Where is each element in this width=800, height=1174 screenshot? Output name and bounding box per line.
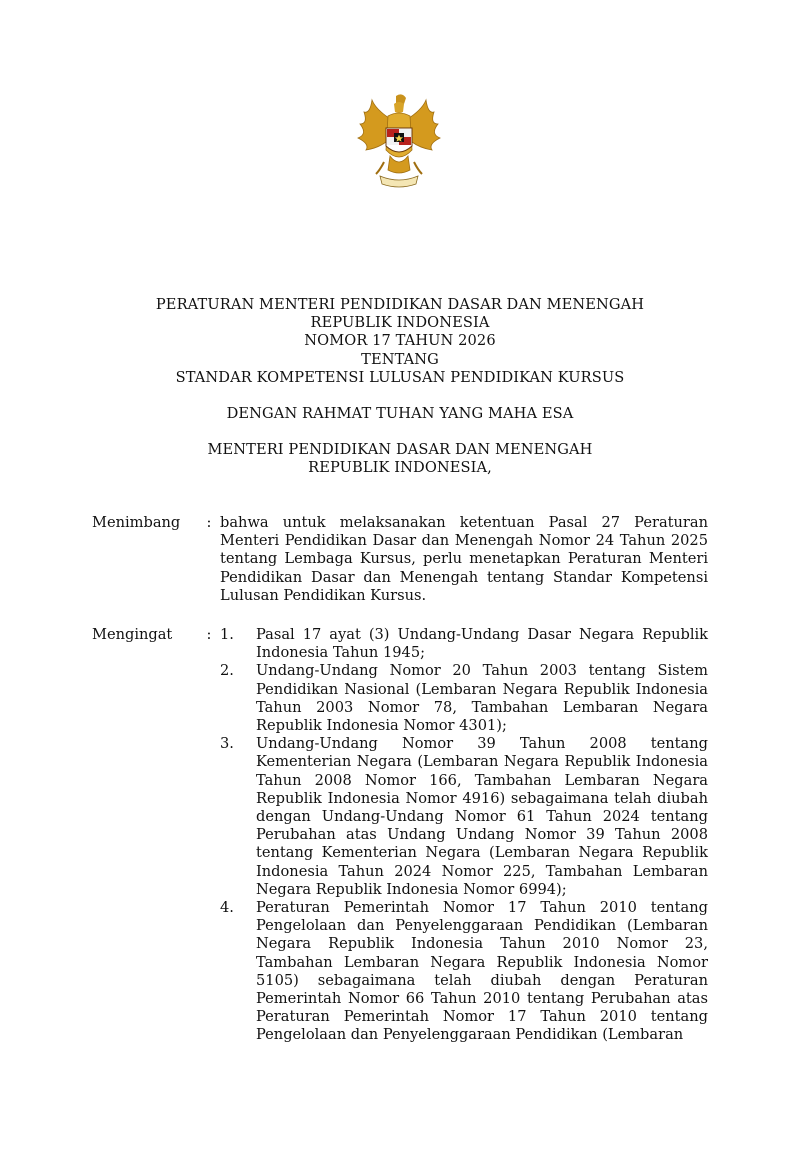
- mengingat-label: Mengingat: [92, 626, 173, 643]
- list-item: [220, 662, 708, 735]
- mengingat-section: [92, 626, 708, 1045]
- list-item-text: Undang-Undang Nomor 39 Tahun 2008 tentang Kementerian Negara (Lembaran Negara Republik Indonesia Tahun 2008 Nomor 166, Tambahan Lembaran Negara Republik Indonesia Nomor 4916) sebagaimana telah diubah dengan Undang-Undang Nomor 61 Tahun 2024 tentang Perubahan atas Undang Undang Nomor 39 Tahun 2008 tentang Kementerian Negara (Lembaran Negara Republik Indonesia Tahun 2024 Nomor 225, Tambahan Lembaran Negara Republik Indonesia Nomor 6994);: [256, 735, 708, 898]
- title-line-3: NOMOR 17 TAHUN 2026: [304, 332, 496, 350]
- list-item: [220, 626, 708, 662]
- list-item-number: 2.: [220, 662, 234, 680]
- list-item-number: 4.: [220, 899, 234, 917]
- blessing-line: DENGAN RAHMAT TUHAN YANG MAHA ESA: [226, 405, 574, 423]
- title-line-5: STANDAR KOMPETENSI LULUSAN PENDIDIKAN KURSUS: [175, 368, 625, 386]
- mengingat-list: [220, 626, 708, 1045]
- list-item: [220, 899, 708, 1045]
- title-line-1: PERATURAN MENTERI PENDIDIKAN DASAR DAN MENENGAH: [155, 296, 645, 313]
- title-line-2: REPUBLIK INDONESIA: [310, 314, 490, 332]
- list-item-text: Peraturan Pemerintah Nomor 17 Tahun 2010 tentang Pengelolaan dan Penyelenggaraan Pendidikan (Lembaran Negara Republik Indonesia Tahun 2010 Nomor 23, Tambahan Lembaran Negara Republik Indonesia Nomor 5105) sebagaimana telah diubah dengan Peraturan Pemerintah Nomor 66 Tahun 2010 tentang Perubahan atas Peraturan Pemerintah Nomor 17 Tahun 2010 tentang Pengelolaan dan Penyelenggaraan Pendidikan (Lembaran: [256, 899, 708, 1044]
- minister-line-2: REPUBLIK INDONESIA,: [308, 459, 492, 477]
- garuda-emblem-icon: [346, 90, 452, 196]
- list-item-number: 3.: [220, 735, 234, 753]
- list-item-text: Pasal 17 ayat (3) Undang-Undang Dasar Negara Republik Indonesia Tahun 1945;: [256, 626, 708, 662]
- list-item-number: 1.: [220, 626, 234, 643]
- mengingat-colon: :: [206, 626, 212, 643]
- menimbang-label: Menimbang: [92, 514, 181, 531]
- title-line-4: TENTANG: [361, 350, 439, 368]
- minister-line-1: MENTERI PENDIDIKAN DASAR DAN MENENGAH: [207, 441, 593, 459]
- list-item-text: Undang-Undang Nomor 20 Tahun 2003 tentang Sistem Pendidikan Nasional (Lembaran Negara Republik Indonesia Tahun 2003 Nomor 78, Tambahan Lembaran Negara Republik Indonesia Nomor 4301);: [256, 662, 708, 735]
- menimbang-section: [92, 514, 708, 605]
- menimbang-text: bahwa untuk melaksanakan ketentuan Pasal 27 Peraturan Menteri Pendidikan Dasar dan Menengah Nomor 24 Tahun 2025 tentang Lembaga Kursus, perlu menetapkan Peraturan Menteri Pendidikan Dasar dan Menengah tentang Standar Kompetensi Lulusan Pendidikan Kursus.: [220, 514, 708, 604]
- list-item: [220, 735, 708, 899]
- menimbang-colon: :: [206, 514, 212, 531]
- title-block: [0, 296, 800, 478]
